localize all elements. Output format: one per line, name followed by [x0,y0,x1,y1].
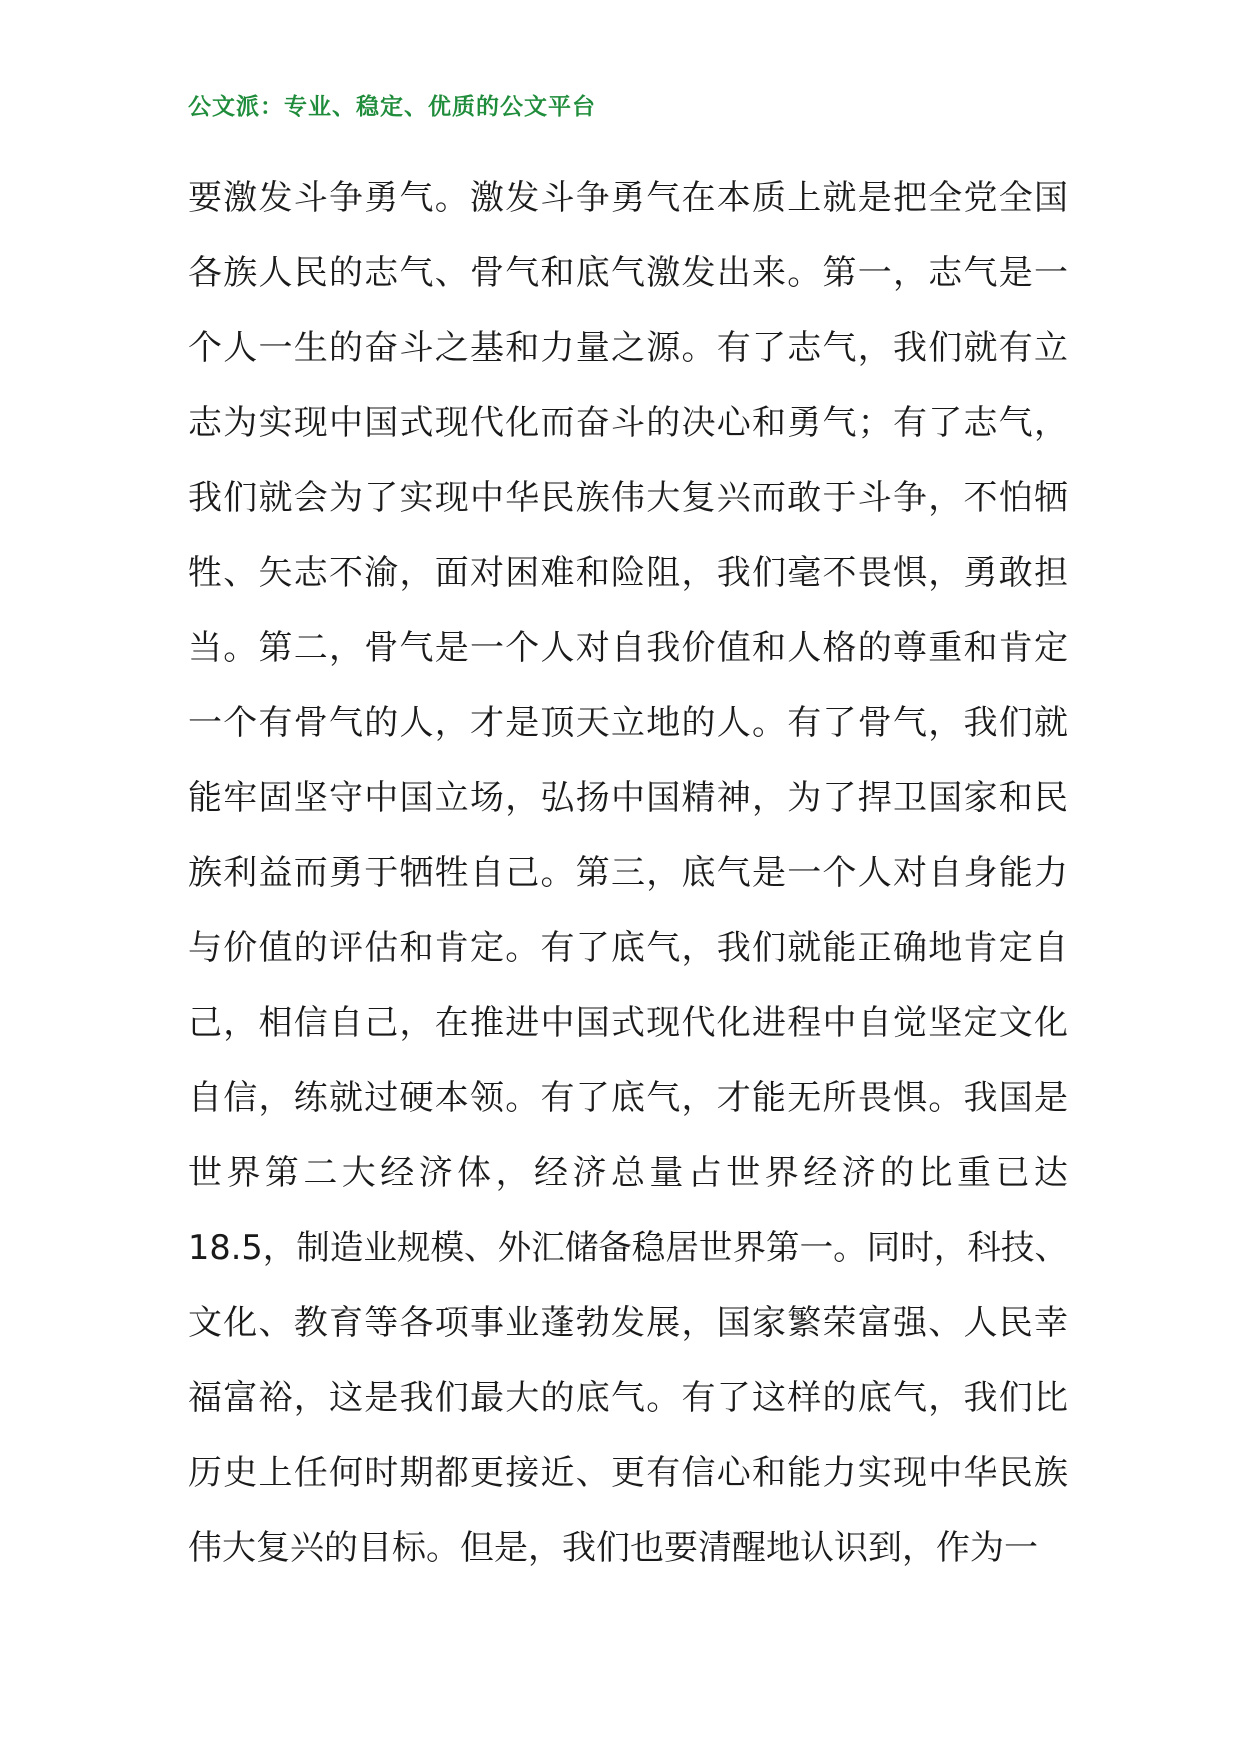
line-text: 文化、教育等各项事业蓬勃发展，国家繁荣富强、人民幸 [188,1303,1070,1343]
text-line [188,997,1068,1072]
text-line [188,1522,1068,1597]
text-line [188,1072,1068,1147]
text-line [188,697,1068,772]
body-paragraph [188,172,1073,1597]
line-text: 牲、矢志不渝，面对困难和险阻，我们毫不畏惧，勇敢担 [188,553,1070,593]
text-line [188,847,1068,922]
line-text: 各族人民的志气、骨气和底气激发出来。第一，志气是一 [188,253,1070,293]
text-line [188,547,1068,622]
line-text: 自信，练就过硬本领。有了底气，才能无所畏惧。我国是 [188,1078,1070,1118]
text-line [188,1447,1068,1522]
text-line [188,172,1068,247]
text-line [188,247,1068,322]
line-text: 我们就会为了实现中华民族伟大复兴而敢于斗争，不怕牺 [188,478,1070,518]
text-line [188,397,1068,472]
line-text: 个人一生的奋斗之基和力量之源。有了志气，我们就有立 [188,328,1070,368]
line-text: 志为实现中国式现代化而奋斗的决心和勇气；有了志气， [188,403,1070,443]
header-title: 公文派：专业、稳定、优质的公文平台 [188,94,596,120]
text-line [188,1372,1068,1447]
text-line [188,1222,1068,1297]
line-text: 能牢固坚守中国立场，弘扬中国精神，为了捍卫国家和民 [188,778,1070,818]
text-line [188,922,1068,997]
line-text: 世界第二大经济体，经济总量占世界经济的比重已达 [188,1153,1073,1193]
text-line [188,322,1068,397]
line-text: 一个有骨气的人，才是顶天立地的人。有了骨气，我们就 [188,703,1070,743]
line-text: 当。第二，骨气是一个人对自我价值和人格的尊重和肯定 [188,628,1070,668]
line-text: 与价值的评估和肯定。有了底气，我们就能正确地肯定自 [188,928,1070,968]
text-line [188,472,1068,547]
text-line [188,772,1068,847]
text-line [188,622,1068,697]
line-text: 族利益而勇于牺牲自己。第三，底气是一个人对自身能力 [188,853,1070,893]
line-text: 己，相信自己，在推进中国式现代化进程中自觉坚定文化 [188,1003,1070,1043]
line-text: 福富裕，这是我们最大的底气。有了这样的底气，我们比 [188,1378,1070,1418]
text-line [188,1297,1068,1372]
text-line [188,1147,1073,1222]
line-text: 历史上任何时期都更接近、更有信心和能力实现中华民族 [188,1453,1070,1493]
line-text: 18.5，制造业规模、外汇储备稳居世界第一。同时，科技、 [188,1228,1069,1268]
line-text: 要激发斗争勇气。激发斗争勇气在本质上就是把全党全国 [188,178,1070,218]
line-text: 伟大复兴的目标。但是，我们也要清醒地认识到，作为一 [188,1528,1038,1568]
